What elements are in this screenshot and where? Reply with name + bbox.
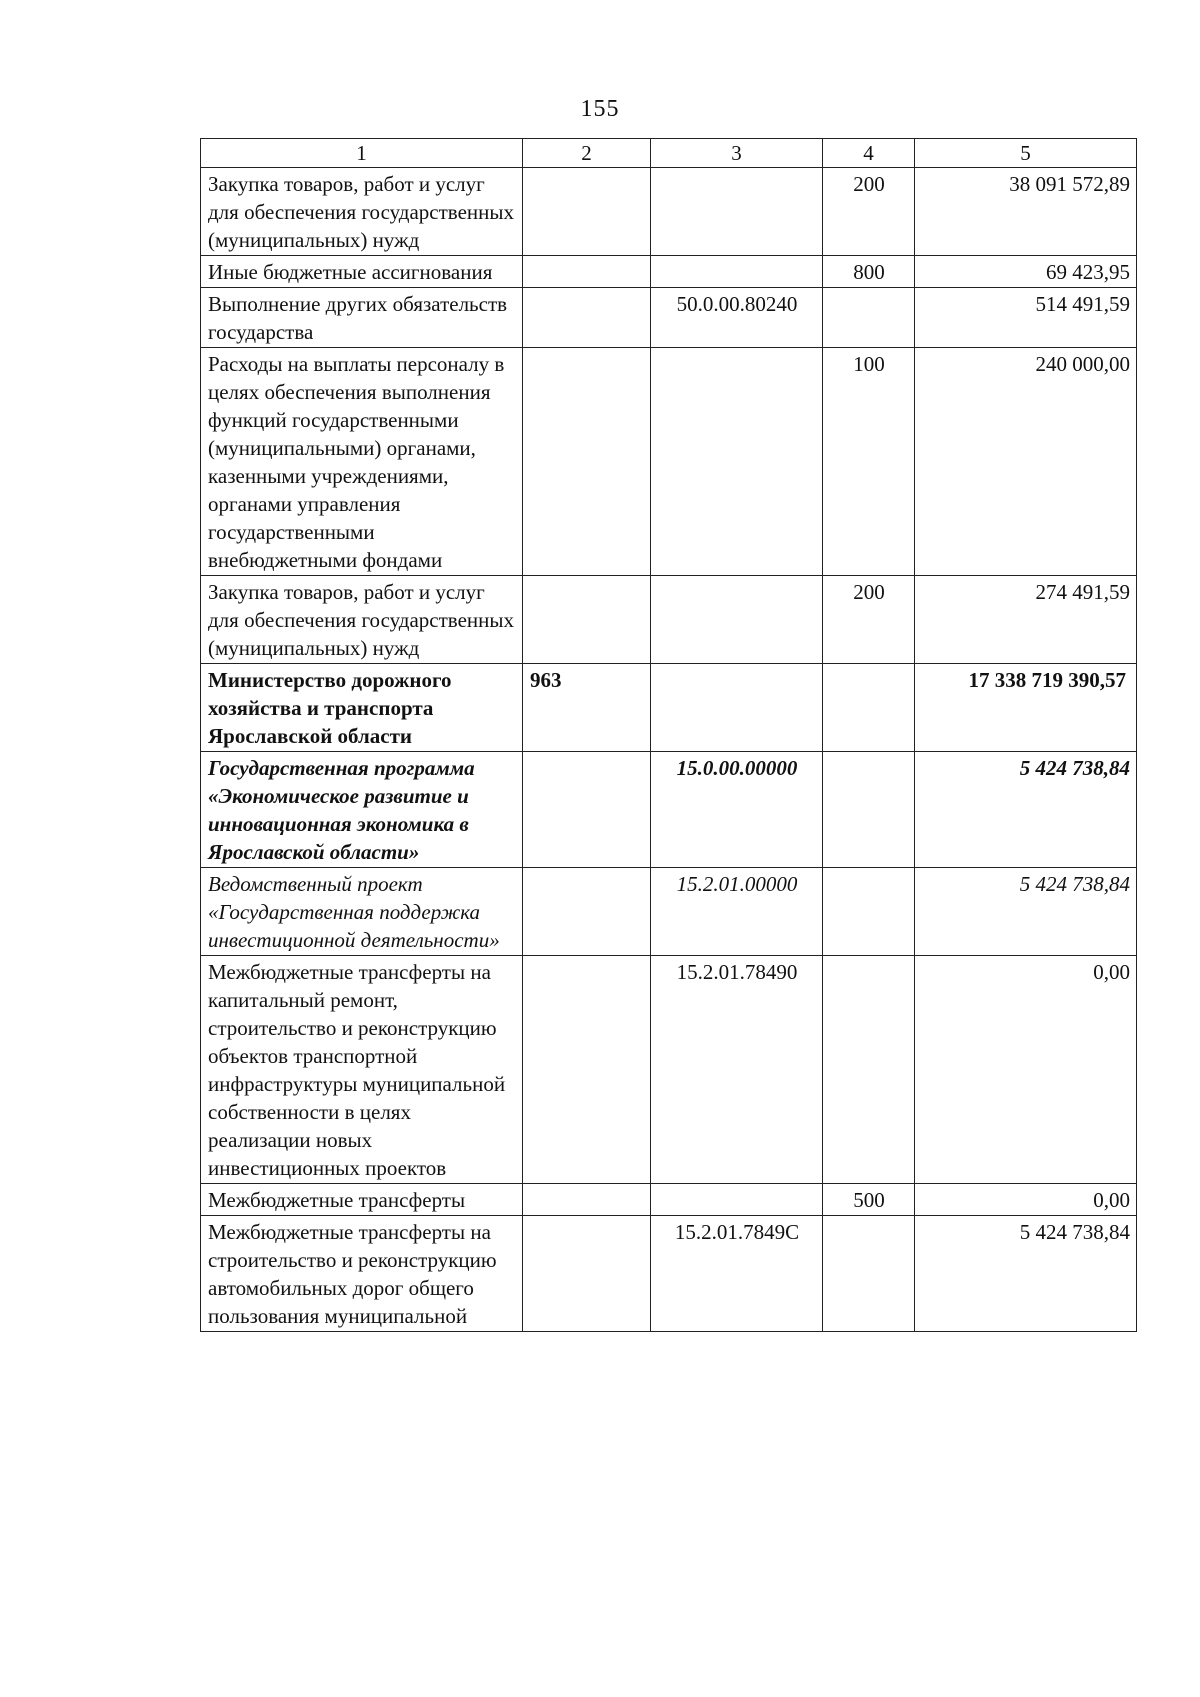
cell-ministry-code xyxy=(523,1184,651,1216)
cell-expense-type: 100 xyxy=(823,348,915,576)
cell-ministry-code xyxy=(523,168,651,256)
table-row xyxy=(201,348,1137,576)
cell-name: Расходы на выплаты персоналу в целях обеспечения выполнения функций государственными (муниципальными) органами, казенными учреждениями, органами управления государственными внебюджетными фондами xyxy=(201,348,523,576)
table-row xyxy=(201,1184,1137,1216)
cell-name: Межбюджетные трансферты на капитальный ремонт, строительство и реконструкцию объектов транспортной инфраструктуры муниципальной собственности в целях реализации новых инвестиционных проектов xyxy=(201,956,523,1184)
cell-expense-type xyxy=(823,288,915,348)
header-col-2: 2 xyxy=(523,139,651,168)
cell-amount: 69 423,95 xyxy=(915,256,1137,288)
cell-amount: 514 491,59 xyxy=(915,288,1137,348)
header-col-5: 5 xyxy=(915,139,1137,168)
cell-name: Межбюджетные трансферты на строительство и реконструкцию автомобильных дорог общего пользования муниципальной xyxy=(201,1216,523,1332)
header-col-4: 4 xyxy=(823,139,915,168)
cell-name: Закупка товаров, работ и услуг для обеспечения государственных (муниципальных) нужд xyxy=(201,168,523,256)
cell-ministry-code xyxy=(523,576,651,664)
cell-target-article xyxy=(651,168,823,256)
cell-target-article: 15.0.00.00000 xyxy=(651,752,823,868)
cell-expense-type: 200 xyxy=(823,576,915,664)
cell-expense-type xyxy=(823,664,915,752)
cell-expense-type: 200 xyxy=(823,168,915,256)
cell-target-article xyxy=(651,1184,823,1216)
cell-ministry-code xyxy=(523,752,651,868)
cell-ministry-code xyxy=(523,956,651,1184)
table-row xyxy=(201,1216,1137,1332)
cell-ministry-code xyxy=(523,256,651,288)
cell-name: Закупка товаров, работ и услуг для обеспечения государственных (муниципальных) нужд xyxy=(201,576,523,664)
cell-target-article: 15.2.01.7849С xyxy=(651,1216,823,1332)
cell-amount: 0,00 xyxy=(915,956,1137,1184)
cell-ministry-code: 963 xyxy=(523,664,651,752)
cell-name: Государственная программа «Экономическое развитие и инновационная экономика в Ярославской области» xyxy=(201,752,523,868)
cell-amount: 5 424 738,84 xyxy=(915,868,1137,956)
table-row xyxy=(201,664,1137,752)
cell-target-article xyxy=(651,348,823,576)
cell-expense-type: 800 xyxy=(823,256,915,288)
cell-name: Ведомственный проект «Государственная поддержка инвестиционной деятельности» xyxy=(201,868,523,956)
cell-name: Межбюджетные трансферты xyxy=(201,1184,523,1216)
table-row xyxy=(201,752,1137,868)
cell-ministry-code xyxy=(523,1216,651,1332)
page-number: 155 xyxy=(580,96,620,122)
table-header xyxy=(201,139,1137,168)
cell-amount: 274 491,59 xyxy=(915,576,1137,664)
cell-target-article: 15.2.01.00000 xyxy=(651,868,823,956)
cell-amount: 5 424 738,84 xyxy=(915,752,1137,868)
table-row xyxy=(201,288,1137,348)
cell-expense-type xyxy=(823,1216,915,1332)
cell-expense-type xyxy=(823,868,915,956)
cell-target-article xyxy=(651,256,823,288)
cell-amount: 38 091 572,89 xyxy=(915,168,1137,256)
header-col-3: 3 xyxy=(651,139,823,168)
table-row xyxy=(201,868,1137,956)
cell-ministry-code xyxy=(523,288,651,348)
cell-target-article xyxy=(651,664,823,752)
cell-ministry-code xyxy=(523,348,651,576)
budget-table xyxy=(200,138,1137,1332)
header-col-1: 1 xyxy=(201,139,523,168)
cell-expense-type: 500 xyxy=(823,1184,915,1216)
cell-amount: 17 338 719 390,57 xyxy=(915,664,1137,752)
table-row xyxy=(201,576,1137,664)
cell-name: Министерство дорожного хозяйства и транспорта Ярославской области xyxy=(201,664,523,752)
cell-expense-type xyxy=(823,752,915,868)
header-row xyxy=(201,139,1137,168)
cell-target-article: 15.2.01.78490 xyxy=(651,956,823,1184)
table-row xyxy=(201,256,1137,288)
cell-name: Иные бюджетные ассигнования xyxy=(201,256,523,288)
cell-ministry-code xyxy=(523,868,651,956)
cell-amount: 240 000,00 xyxy=(915,348,1137,576)
cell-expense-type xyxy=(823,956,915,1184)
cell-amount: 0,00 xyxy=(915,1184,1137,1216)
cell-target-article: 50.0.00.80240 xyxy=(651,288,823,348)
table-row xyxy=(201,168,1137,256)
cell-target-article xyxy=(651,576,823,664)
cell-name: Выполнение других обязательств государства xyxy=(201,288,523,348)
table-body xyxy=(201,168,1137,1332)
cell-amount: 5 424 738,84 xyxy=(915,1216,1137,1332)
table-row xyxy=(201,956,1137,1184)
